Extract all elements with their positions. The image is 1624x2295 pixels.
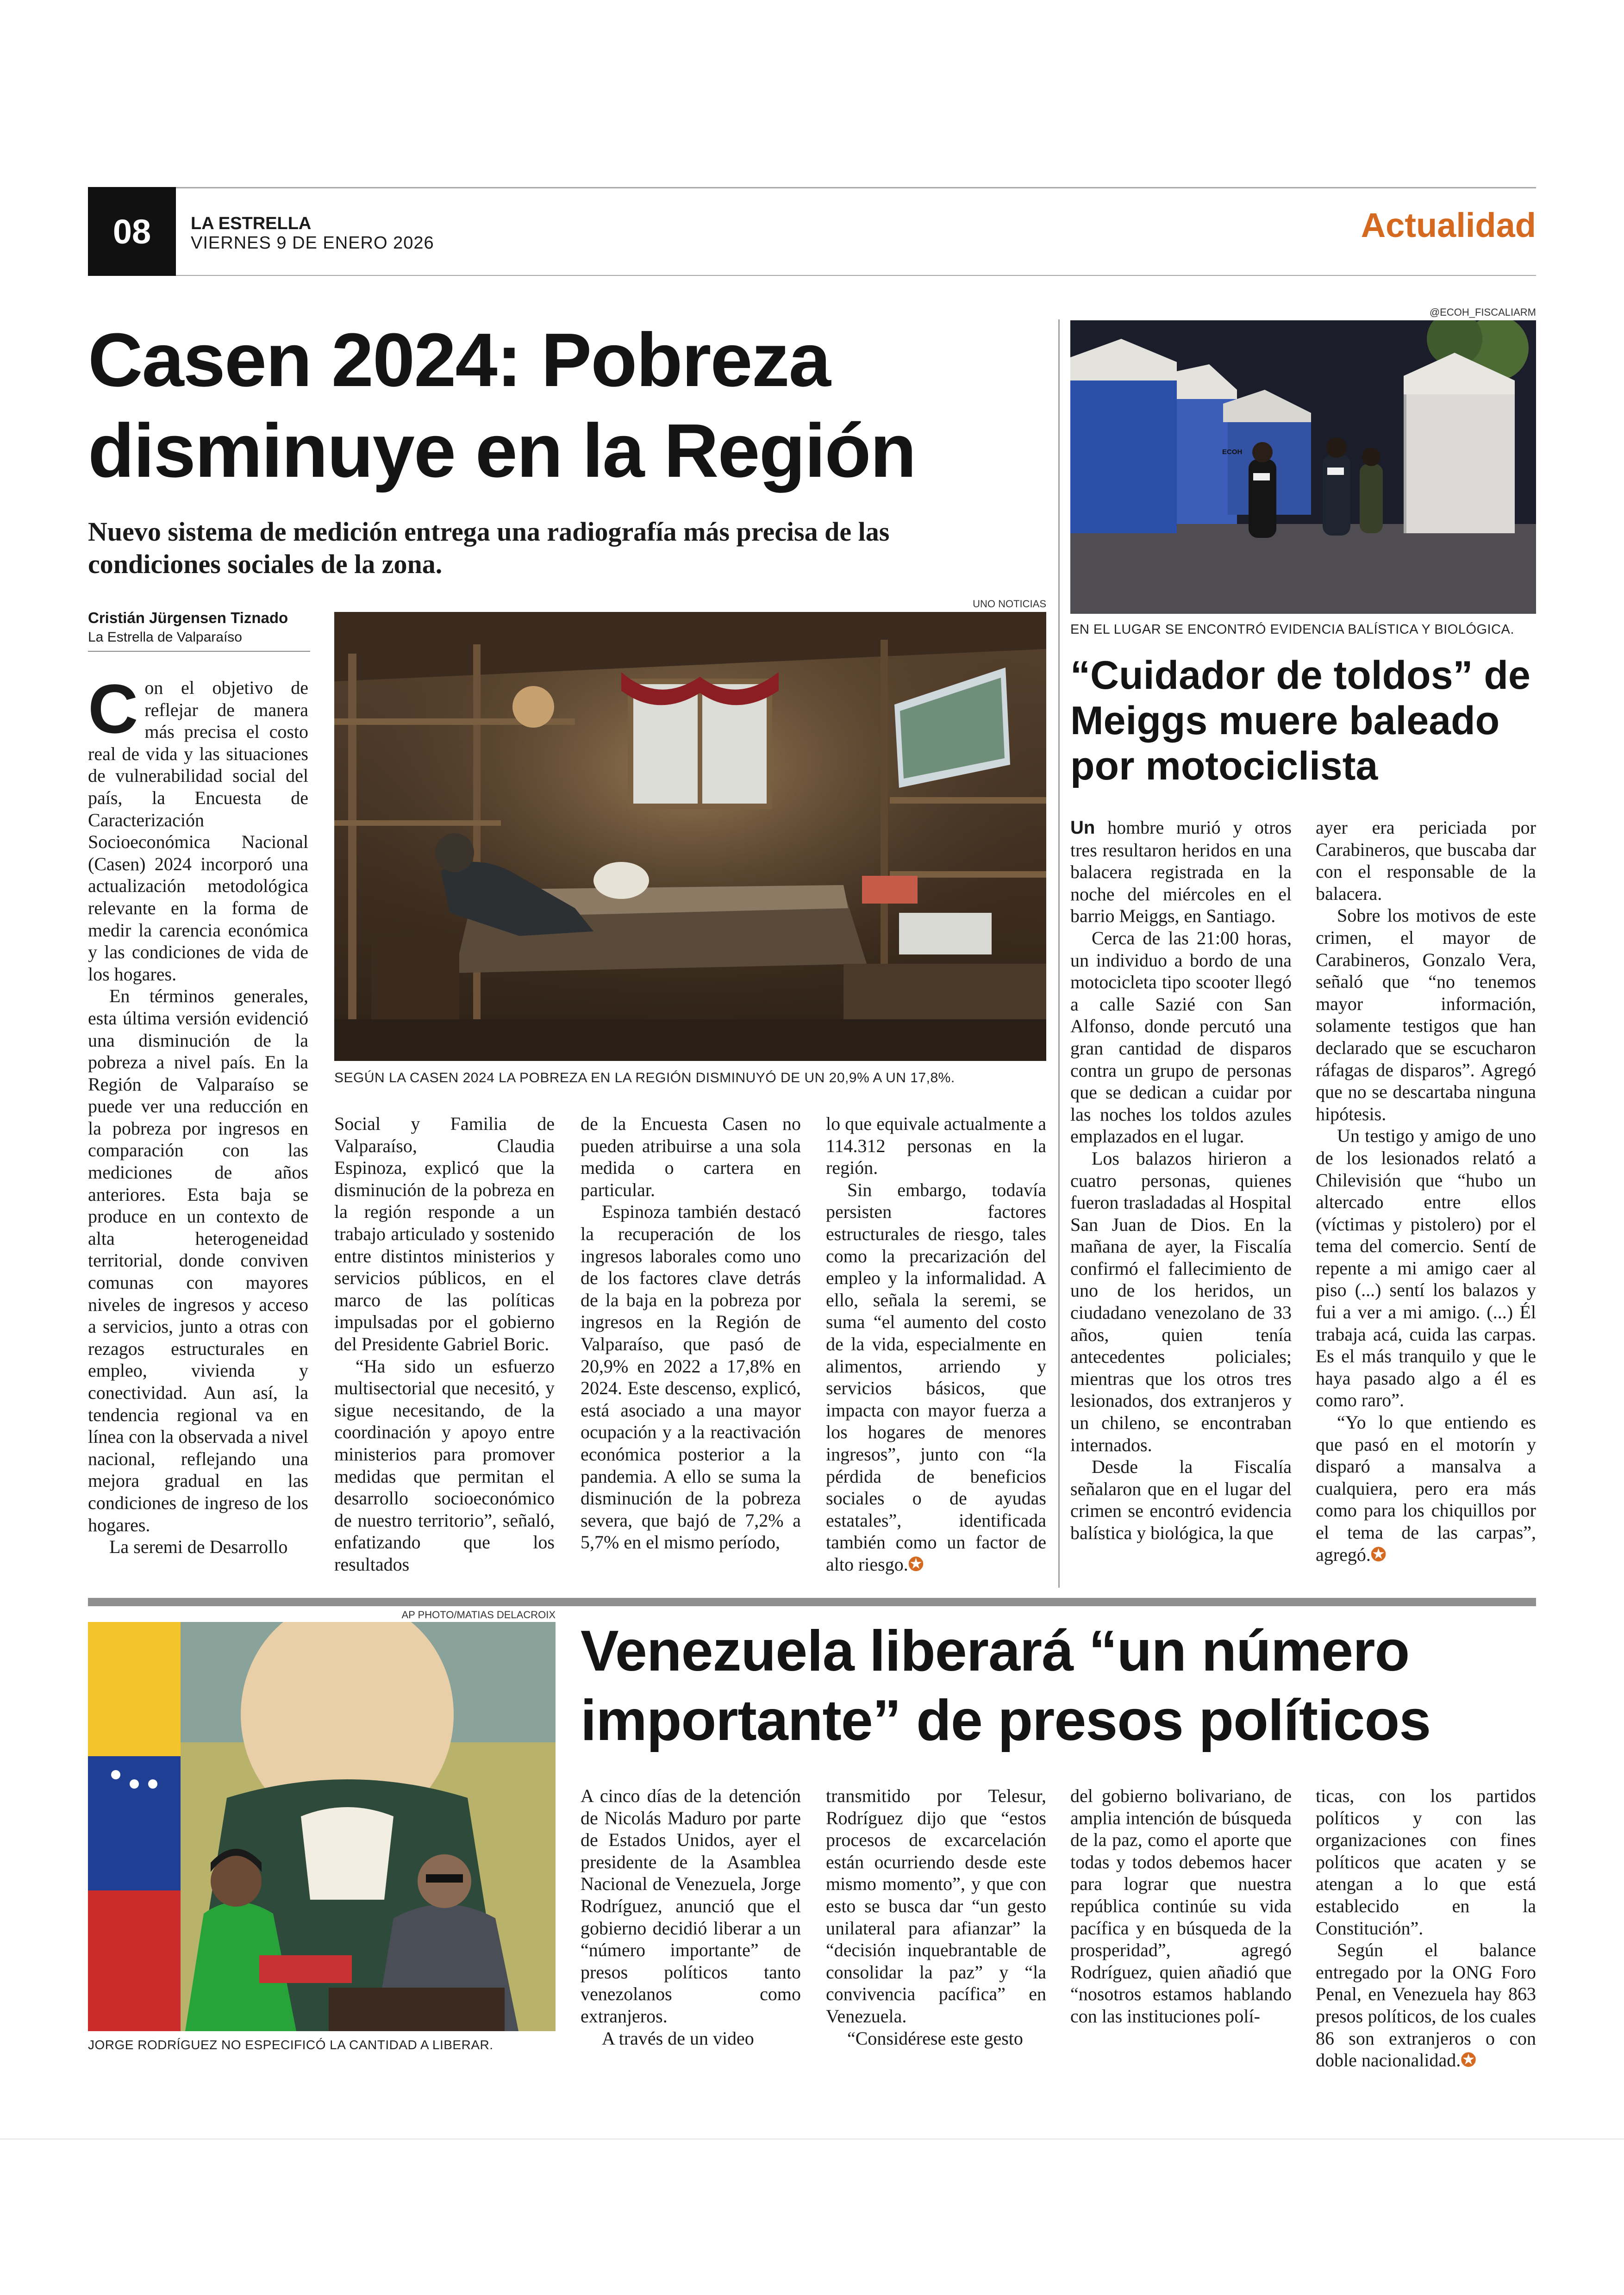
night-street-scene-illustration xyxy=(1070,320,1536,614)
bottom-body-col-4 xyxy=(1316,1785,1536,2072)
paragraph: A cinco días de la detención de Nicolás Maduro por parte de Estados Unidos, ayer el presidente de la Asamblea Nacional de Venezuela, Jorge Rodríguez, anunció que el gobierno decidió liberar a un “número importante” de presos políticos tanto venezolanos como extranjeros. xyxy=(581,1785,801,2027)
paragraph: “Considérese este gesto xyxy=(847,2027,1023,2049)
paragraph: La seremi de Desarrollo xyxy=(109,1536,288,1558)
column-divider xyxy=(1058,319,1060,1588)
paragraph: ticas, con los partidos políticos y con las organizaciones con fines políticos que acaten y se atengan a lo que está establecido en la Constitución”. xyxy=(1316,1785,1536,1939)
paragraph: ayer era periciada por Carabineros, que buscaba dar con el responsable de la balacera. xyxy=(1316,817,1536,904)
main-photo-caption: SEGÚN LA CASEN 2024 LA POBREZA EN LA REGIÓN DISMINUYÓ DE UN 20,9% A UN 17,8%. xyxy=(334,1070,955,1085)
main-deck: Nuevo sistema de medición entrega una radiografía más precisa de las condiciones sociales de la zona. xyxy=(88,517,890,579)
paragraph: transmitido por Telesur, Rodríguez dijo que “estos procesos de excarcelación están ocurriendo desde este mismo momento”, y que con esto se busca dar “un gesto unilateral para afianzar” la “decisión inquebrantable de consolidar la paz” y “la convivencia pacífica” en Venezuela. xyxy=(826,1785,1046,2027)
bottom-photo xyxy=(88,1622,556,2031)
paragraph: “Ha sido un esfuerzo multisectorial que necesitó, y sigue necesitando, de la coordinación y apoyo entre ministerios para promover medidas que permitan el desarrollo socioeconómico de nuestro territorio”, señaló, enfatizando que los resultados xyxy=(334,1355,555,1575)
header-top-rule xyxy=(88,187,1536,188)
side-body-col-1 xyxy=(1070,817,1292,1544)
end-mark-icon: ✪ xyxy=(1370,1544,1387,1565)
main-photo xyxy=(334,612,1046,1061)
main-body-col-4 xyxy=(826,1113,1046,1576)
bottom-photo-credit: AP PHOTO/MATIAS DELACROIX xyxy=(401,1609,556,1621)
paragraph: A través de un video xyxy=(602,2027,754,2049)
paragraph: on el objetivo de reflejar de manera más precisa el costo real de vida y las situaciones de vulnerabilidad social del país, la Encuesta de Caracterización Socioeconómica Nacional (Casen) 2024 incorporó una actualización metodológica relevante en la forma de medir la carencia económica y las condiciones de vida de los hogares. xyxy=(88,677,308,985)
end-mark-icon: ✪ xyxy=(1461,2050,1476,2071)
paragraph: Un testigo y amigo de uno de los lesionados relató a Chilevisión que “hubo un altercado entre ellos (víctimas y pistolero) por el tema del comercio. Sentí de repente a mi amigo caer al piso (...) sentí los balazos y fui a ver a mi amigo. (...) Él trabaja acá, cuida las carpas. Es el más tranquilo y que le haya pasado algo a él es como raro”. xyxy=(1316,1125,1536,1411)
paragraph: Sin embargo, todavía persisten factores estructurales de riesgo, tales como la precarización del empleo y la informalidad. A ello, señala la seremi, se suma “el aumento del costo de la vida, especialmente en alimentos, arriendo y servicios básicos, que impacta con mayor fuerza a los hogares de menores ingresos”, junto con “la pérdida de beneficios sociales o de ayudas estatales”, identificada también como un factor de alto riesgo. xyxy=(826,1179,1046,1575)
paragraph: Según el balance entregado por la ONG Foro Penal, en Venezuela hay 863 presos políticos, de los cuales 86 son extranjeros o con doble nacionalidad. xyxy=(1316,1940,1536,2071)
end-mark-icon: ✪ xyxy=(908,1554,924,1575)
paragraph: “Yo lo que entiendo es que pasó en el motorín y disparó a mansalva a cualquiera, pero era más como para los chiquillos por el tema de las carpas”, agregó. xyxy=(1316,1412,1536,1565)
main-photo-credit: UNO NOTICIAS xyxy=(973,598,1046,610)
side-headline: “Cuidador de toldos” de Meiggs muere baleado por motociclista xyxy=(1070,653,1530,788)
byline-author: Cristián Jürgensen Tiznado xyxy=(88,609,288,626)
bottom-body-col-3 xyxy=(1070,1785,1292,2027)
newspaper-name: LA ESTRELLA xyxy=(191,214,312,233)
paragraph: En términos generales, esta última versión evidenció una disminución de la pobreza a nivel país. En la Región de Valparaíso se puede ver una reducción en la pobreza por ingresos en comparación con las mediciones de años anteriores. Esta baja se produce en un contexto de alta heterogeneidad territorial, donde conviven comunas con mayores niveles de ingresos y acceso a servicios, junto a otras con rezagos estructurales en empleo, vivienda y conectividad. Aun así, la tendencia regional va en línea con la observada a nivel nacional, reflejando una mejora gradual en las condiciones de ingreso de los hogares. xyxy=(88,985,308,1535)
press-conference-illustration xyxy=(88,1622,556,2031)
header-bottom-rule xyxy=(176,275,1536,276)
side-photo-caption: EN EL LUGAR SE ENCONTRÓ EVIDENCIA BALÍSTICA Y BIOLÓGICA. xyxy=(1070,622,1514,637)
paragraph: Social y Familia de Valparaíso, Claudia Espinoza, explicó que la disminución de la pobreza en la región responde a un trabajo articulado y sostenido entre distintos ministerios y servicios públicos, en el marco de las políticas impulsadas por el gobierno del Presidente Gabriel Boric. xyxy=(334,1113,555,1354)
paragraph: Desde la Fiscalía señalaron que en el lugar del crimen se encontró evidencia balística y biológica, la que xyxy=(1070,1456,1292,1543)
paragraph: hombre murió y otros tres resultaron heridos en una balacera registrada en la noche del miércoles en el barrio Meiggs, en Santiago. xyxy=(1070,817,1292,927)
paragraph: Cerca de las 21:00 horas, un individuo a bordo de una motocicleta tipo scooter llegó a calle Sazié con San Alfonso, donde percutó una gran cantidad de disparos contra un grupo de personas que se dedican a cuidar por las noches los toldos azules emplazados en el lugar. xyxy=(1070,927,1292,1147)
dropcap: C xyxy=(88,670,138,748)
side-body-col-2 xyxy=(1316,817,1536,1566)
bottom-headline: Venezuela liberará “un número importante” de presos políticos xyxy=(581,1619,1431,1752)
bottom-photo-caption: JORGE RODRÍGUEZ NO ESPECIFICÓ LA CANTIDAD A LIBERAR. xyxy=(88,2038,493,2052)
paragraph: Los balazos hirieron a cuatro personas, quienes fueron trasladadas al Hospital San Juan de Dios. En la mañana de ayer, la Fiscalía confirmó el fallecimiento de uno de los heridos, un ciudadano venezolano de 33 años, quien tenía antecedentes policiales; mientras que los otros tres lesionados, dos extranjeros y un chileno, se encontraban internados. xyxy=(1070,1148,1292,1455)
side-photo xyxy=(1070,320,1536,614)
section-divider-bar xyxy=(88,1598,1536,1606)
side-photo-credit: @ECOH_FISCALIARM xyxy=(1429,306,1536,318)
byline-rule xyxy=(88,651,310,652)
section-label: Actualidad xyxy=(1361,206,1536,244)
paragraph: Sobre los motivos de este crimen, el mayor de Carabineros, Gonzalo Vera, señaló que “no tenemos mayor información, solamente testigos que han declarado que se escucharon ráfagas de disparos”. Agregó que no se descartaba ninguna hipótesis. xyxy=(1316,905,1536,1124)
vest-label: ECOH xyxy=(1222,448,1243,456)
paragraph: lo que equivale actualmente a 114.312 personas en la región. xyxy=(826,1113,1046,1179)
main-body-col-1 xyxy=(88,670,308,1558)
paragraph: Espinoza también destacó la recuperación de los ingresos laborales como uno de los factores clave detrás de la baja en la pobreza por ingresos en la Región de Valparaíso, que pasó de 20,9% en 2022 a 17,8% en 2024. Este descenso, explicó, está asociado a una mayor ocupación y a la reactivación económica posterior a la pandemia. A ello se suma la disminución de la pobreza severa, que bajó de 7,2% a 5,7% en el mismo período, xyxy=(581,1201,801,1553)
bottom-body-col-2 xyxy=(826,1785,1046,2049)
bottom-body-col-1 xyxy=(581,1785,801,2049)
paragraph: del gobierno bolivariano, de amplia intención de búsqueda de la paz, como el aporte que todas y todos debemos hacer para lograr que nuestra república continúe su vida pacífica y en búsqueda de la prosperidad”, agregó Rodríguez, quien añadió que “nosotros estamos hablando con las instituciones polí- xyxy=(1070,1785,1292,2027)
issue-date: VIERNES 9 DE ENERO 2026 xyxy=(191,233,434,253)
bedroom-scene-illustration xyxy=(334,612,1046,1061)
main-body-col-2 xyxy=(334,1113,555,1575)
main-body-col-3 xyxy=(581,1113,801,1553)
page-number: 08 xyxy=(88,187,176,276)
main-headline: Casen 2024: Pobreza disminuye en la Región xyxy=(88,318,916,493)
lead-word: Un xyxy=(1070,817,1095,838)
byline-outlet: La Estrella de Valparaíso xyxy=(88,630,242,645)
paragraph: de la Encuesta Casen no pueden atribuirse a una sola medida o cartera en particular. xyxy=(581,1113,801,1200)
